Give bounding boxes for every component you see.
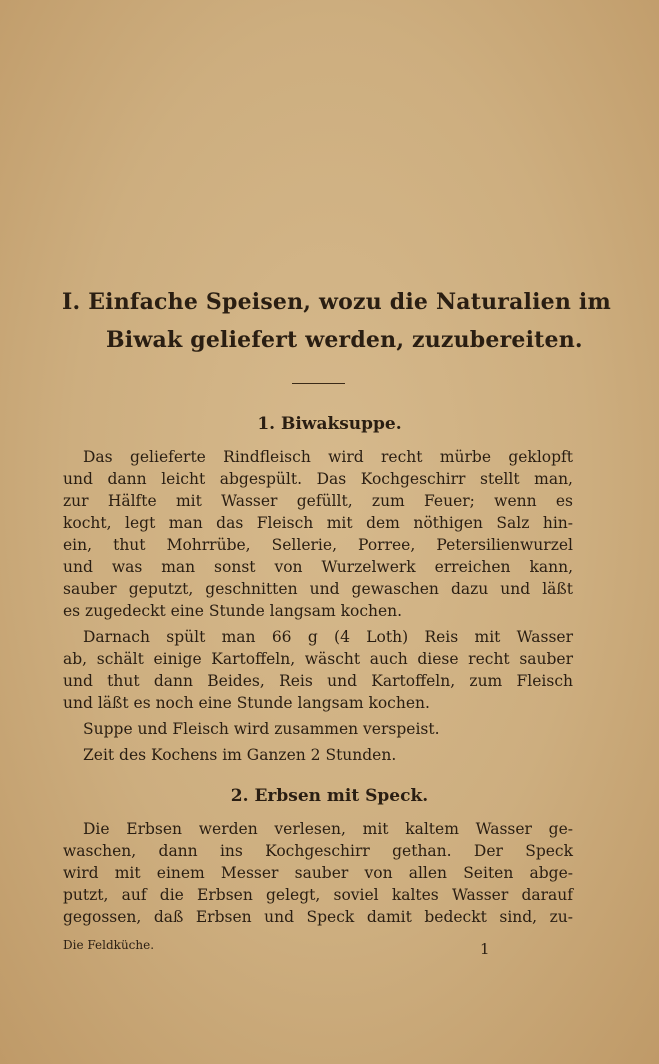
body-line: gegossen, daß Erbsen und Speck damit bedeckt sind, zu- (63, 908, 573, 926)
chapter-title-line-2: Biwak geliefert werden, zuzubereiten. (106, 327, 583, 353)
body-line: kocht, legt man das Fleisch mit dem nöthigen Salz hin- (63, 514, 573, 532)
footer-signature: Die Feldküche. (63, 938, 155, 952)
body-line: putzt, auf die Erbsen gelegt, soviel kaltes Wasser darauf (63, 886, 573, 904)
body-line: Darnach spült man 66 g (4 Loth) Reis mit Wasser (83, 628, 573, 646)
body-line: Suppe und Fleisch wird zusammen verspeist. (83, 720, 440, 738)
body-line: und thut dann Beides, Reis und Kartoffeln, zum Fleisch (63, 672, 573, 690)
body-line: ein, thut Mohrrübe, Sellerie, Porree, Petersilienwurzel (63, 536, 573, 554)
body-line: und was man sonst von Wurzelwerk erreichen kann, (63, 558, 573, 576)
chapter-title (62, 283, 611, 359)
body-line: Das gelieferte Rindfleisch wird recht mürbe geklopft (83, 448, 573, 466)
body-line: zur Hälfte mit Wasser gefüllt, zum Feuer; wenn es (63, 492, 573, 510)
title-divider (292, 383, 345, 384)
section-1-heading: 1. Biwaksuppe. (257, 414, 402, 434)
body-line: und läßt es noch eine Stunde langsam kochen. (63, 694, 430, 712)
page-number: 1 (480, 940, 490, 958)
body-line: Die Erbsen werden verlesen, mit kaltem Wasser ge- (83, 820, 573, 838)
chapter-title-line-1: I. Einfache Speisen, wozu die Naturalien im (62, 289, 611, 315)
body-line: sauber geputzt, geschnitten und gewaschen dazu und läßt (63, 580, 573, 598)
section-2-heading: 2. Erbsen mit Speck. (230, 786, 429, 806)
body-line: es zugedeckt eine Stunde langsam kochen. (63, 602, 403, 620)
body-line: und dann leicht abgespült. Das Kochgeschirr stellt man, (63, 470, 573, 488)
body-line: waschen, dann ins Kochgeschirr gethan. Der Speck (63, 842, 573, 860)
body-line: ab, schält einige Kartoffeln, wäscht auch diese recht sauber (63, 650, 573, 668)
body-line: Zeit des Kochens im Ganzen 2 Stunden. (83, 746, 397, 764)
body-line: wird mit einem Messer sauber von allen Seiten abge- (63, 864, 573, 882)
